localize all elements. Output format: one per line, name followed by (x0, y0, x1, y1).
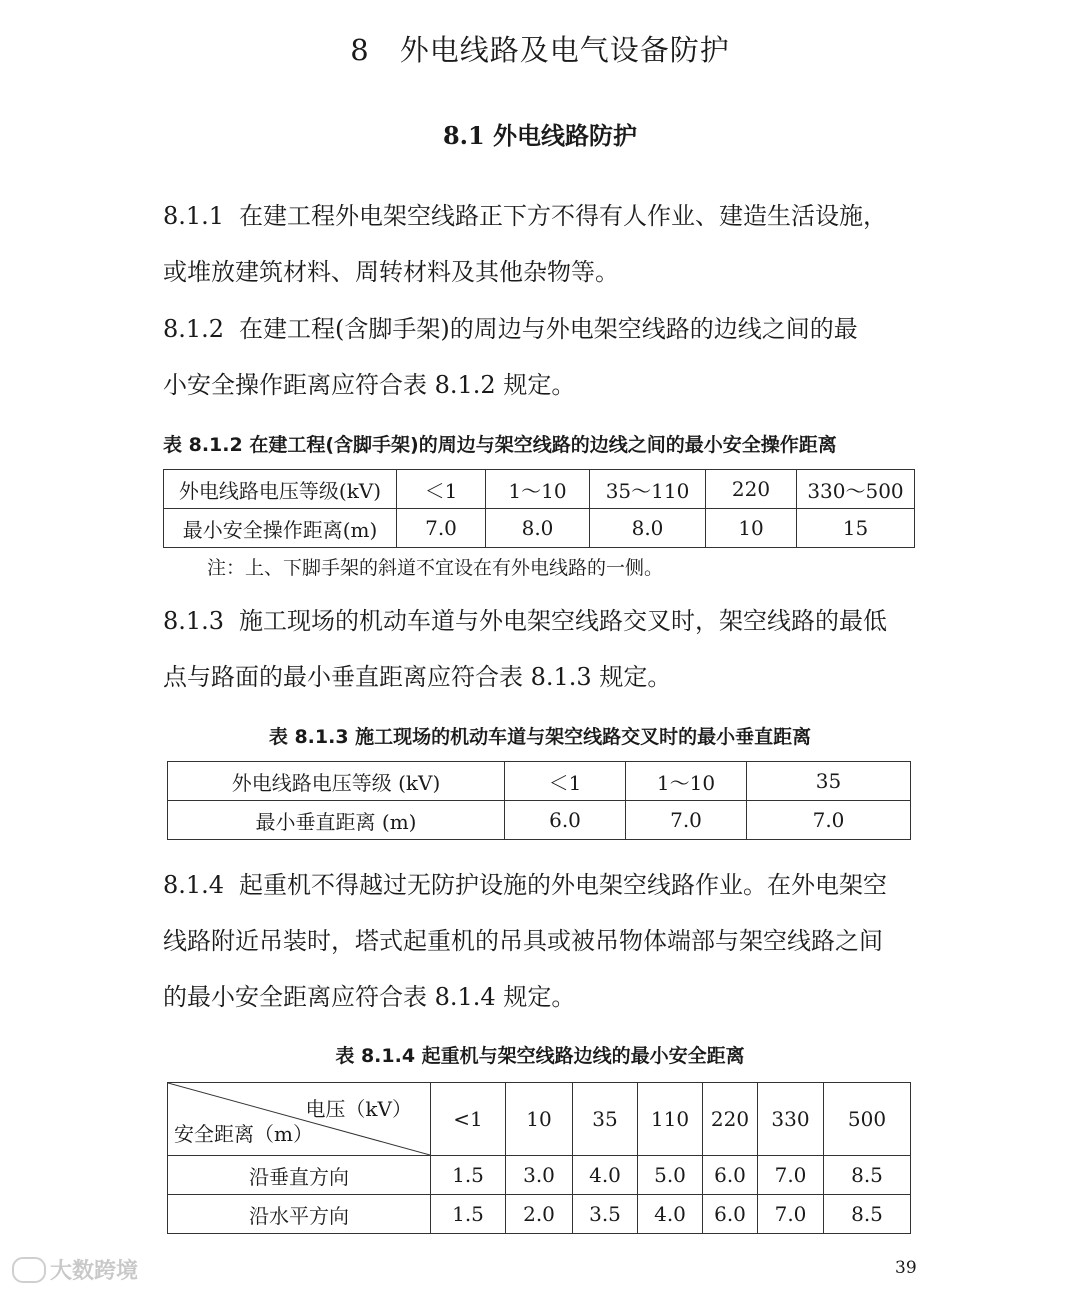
table-cell: 500 (824, 1083, 911, 1156)
table-8-1-4-caption: 表 8.1.4 起重机与架空线路边线的最小安全距离 (335, 1045, 745, 1067)
clause-number: 8.1.1 (163, 202, 225, 230)
table-cell: 7.0 (397, 509, 486, 548)
table-8-1-2 (163, 469, 915, 548)
table-cell: 15 (797, 509, 915, 548)
corner-bottom-label: 安全距离（m） (174, 1122, 313, 1146)
table-row (168, 1156, 911, 1195)
table-cell: 330～500 (797, 470, 915, 509)
table-cell: 外电线路电压等级 (kV) (168, 762, 505, 801)
table-cell: 2.0 (506, 1195, 573, 1234)
table-cell: 10 (506, 1083, 573, 1156)
watermark (12, 1254, 138, 1285)
table-cell: 7.0 (747, 801, 911, 840)
clause-text: 施工现场的机动车道与外电架空线路交叉时，架空线路的最低 (239, 607, 887, 635)
clause-text-cont: 线路附近吊装时，塔式起重机的吊具或被吊物体端部与架空线路之间 (163, 927, 883, 955)
table-row (168, 1083, 911, 1156)
table-cell: 6.0 (703, 1156, 758, 1195)
clause-8-1-2 (163, 301, 923, 413)
table-row (164, 470, 915, 509)
clause-8-1-4 (163, 857, 923, 1025)
watermark-text: 大数跨境 (50, 1259, 139, 1284)
table-cell: 沿垂直方向 (168, 1156, 431, 1195)
table-cell: 沿水平方向 (168, 1195, 431, 1234)
table-cell: 7.0 (758, 1195, 824, 1234)
clause-8-1-1 (163, 188, 923, 300)
table-cell: 10 (706, 509, 797, 548)
table-cell: 220 (703, 1083, 758, 1156)
table-cell: 8.5 (824, 1195, 911, 1234)
table-cell: 4.0 (638, 1195, 703, 1234)
table-cell: 最小垂直距离 (m) (168, 801, 505, 840)
table-row (168, 762, 911, 801)
table-8-1-2-caption: 表 8.1.2 在建工程(含脚手架)的周边与架空线路的边线之间的最小安全操作距离 (163, 434, 837, 456)
table-cell: 330 (758, 1083, 824, 1156)
table-cell: 8.0 (590, 509, 706, 548)
table-cell: 3.5 (573, 1195, 638, 1234)
table-corner-cell (168, 1083, 431, 1156)
clause-text: 在建工程外电架空线路正下方不得有人作业、建造生活设施， (239, 202, 887, 230)
clause-text-cont: 的最小安全距离应符合表 8.1.4 规定。 (163, 983, 576, 1011)
clause-text-cont: 小安全操作距离应符合表 8.1.2 规定。 (163, 371, 576, 399)
table-cell: 8.5 (824, 1156, 911, 1195)
clause-text: 起重机不得越过无防护设施的外电架空线路作业。在外电架空 (239, 871, 887, 899)
table-cell: 220 (706, 470, 797, 509)
table-cell: 3.0 (506, 1156, 573, 1195)
table-cell: ＜1 (505, 762, 626, 801)
table-cell: 6.0 (505, 801, 626, 840)
table-cell: 7.0 (626, 801, 747, 840)
watermark-logo-icon (12, 1257, 46, 1283)
table-cell: ＜1 (397, 470, 486, 509)
table-cell: 5.0 (638, 1156, 703, 1195)
page-number: 39 (895, 1258, 917, 1278)
table-row (164, 509, 915, 548)
clause-8-1-3 (163, 593, 923, 705)
table-cell: 1.5 (431, 1195, 506, 1234)
table-cell: 最小安全操作距离(m) (164, 509, 397, 548)
table-cell: 4.0 (573, 1156, 638, 1195)
table-cell: 1～10 (486, 470, 590, 509)
clause-number: 8.1.3 (163, 607, 225, 635)
table-row (168, 801, 911, 840)
clause-number: 8.1.2 (163, 315, 225, 343)
table-8-1-4 (167, 1082, 911, 1234)
chapter-title: 8 外电线路及电气设备防护 (350, 33, 730, 67)
clause-number: 8.1.4 (163, 871, 225, 899)
table-8-1-3 (167, 761, 911, 840)
clause-text-cont: 点与路面的最小垂直距离应符合表 8.1.3 规定。 (163, 663, 672, 691)
table-cell: 1～10 (626, 762, 747, 801)
table-cell: 35 (573, 1083, 638, 1156)
table-cell: 35～110 (590, 470, 706, 509)
table-cell: <1 (431, 1083, 506, 1156)
clause-text-cont: 或堆放建筑材料、周转材料及其他杂物等。 (163, 258, 619, 286)
table-cell: 1.5 (431, 1156, 506, 1195)
table-cell: 7.0 (758, 1156, 824, 1195)
section-title: 8.1 外电线路防护 (442, 121, 638, 150)
table-cell: 35 (747, 762, 911, 801)
table-cell: 6.0 (703, 1195, 758, 1234)
corner-top-label: 电压（kV） (305, 1097, 412, 1121)
table-cell: 8.0 (486, 509, 590, 548)
table-note: 注：上、下脚手架的斜道不宜设在有外电线路的一侧。 (207, 557, 664, 579)
table-cell: 110 (638, 1083, 703, 1156)
table-8-1-3-caption: 表 8.1.3 施工现场的机动车道与架空线路交叉时的最小垂直距离 (268, 726, 812, 748)
clause-text: 在建工程(含脚手架)的周边与外电架空线路的边线之间的最 (239, 315, 858, 343)
table-cell: 外电线路电压等级(kV) (164, 470, 397, 509)
table-row (168, 1195, 911, 1234)
